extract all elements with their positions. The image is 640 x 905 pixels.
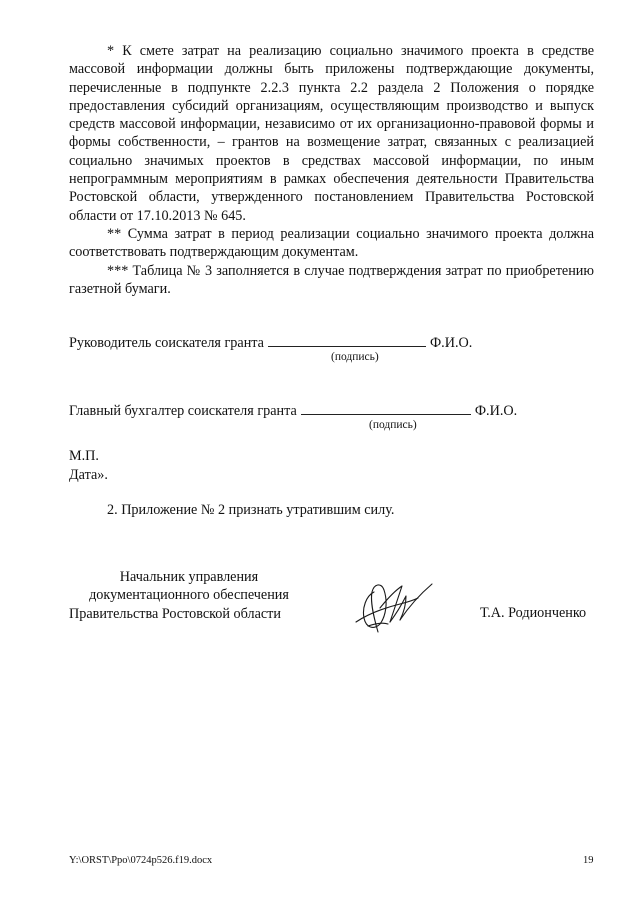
footer-file-path: Y:\ORST\Ppo\0724p526.f19.docx <box>69 855 213 866</box>
head-signature-blank <box>268 333 426 347</box>
accountant-signature-blank <box>301 401 471 415</box>
stamp-label: М.П. <box>69 448 99 464</box>
footnotes-block <box>69 42 594 298</box>
date-label: Дата». <box>69 467 108 483</box>
accountant-name-placeholder: Ф.И.О. <box>474 403 518 419</box>
footnote-2: ** Сумма затрат в период реализации социально значимого проекта должна соответствовать подтверждающим документам. <box>69 225 594 261</box>
accountant-signature-line <box>69 401 517 420</box>
head-signature-label: Руководитель соискателя гранта <box>69 335 264 351</box>
handwritten-signature <box>344 578 440 640</box>
head-signature-line <box>69 333 472 352</box>
footnote-1: * К смете затрат на реализацию социально значимого проекта в средстве массовой информации должны быть приложены подтверждающие документы, перечисленные в подпункте 2.2.3 пункта 2.2 раздела 2 Положения о порядке предоставления субсидий организациям, осуществляющим производство и выпуск средств массовой информации, независимо от их организационно-правовой формы и формы собственности, – грантов на возмещение затрат, связанных с реализацией социально значимых проектов в средствах массовой информации, по иным непрограммным мероприятиям в рамках обеспечения деятельности Правительства Ростовской области, утвержденного постановлением Правительства Ростовской области от 17.10.2013 № 645. <box>69 43 594 224</box>
footnote-3: *** Таблица № 3 заполняется в случае подтверждения затрат по приобретению газетной бумаги. <box>69 262 594 297</box>
official-name: Т.А. Родионченко <box>480 605 587 621</box>
clause-2: 2. Приложение № 2 признать утратившим силу. <box>107 502 395 518</box>
accountant-signature-label: Главный бухгалтер соискателя гранта <box>69 403 297 419</box>
head-name-placeholder: Ф.И.О. <box>429 335 473 351</box>
official-title-line-3: Правительства Ростовской области <box>69 605 281 622</box>
head-signature-caption: (подпись) <box>331 351 379 363</box>
official-title-line-1: Начальник управления <box>119 569 259 585</box>
official-title <box>69 568 309 623</box>
footer-page-number: 19 <box>583 855 594 866</box>
official-title-line-2: документационного обеспечения <box>89 587 289 604</box>
accountant-signature-caption: (подпись) <box>369 419 417 431</box>
